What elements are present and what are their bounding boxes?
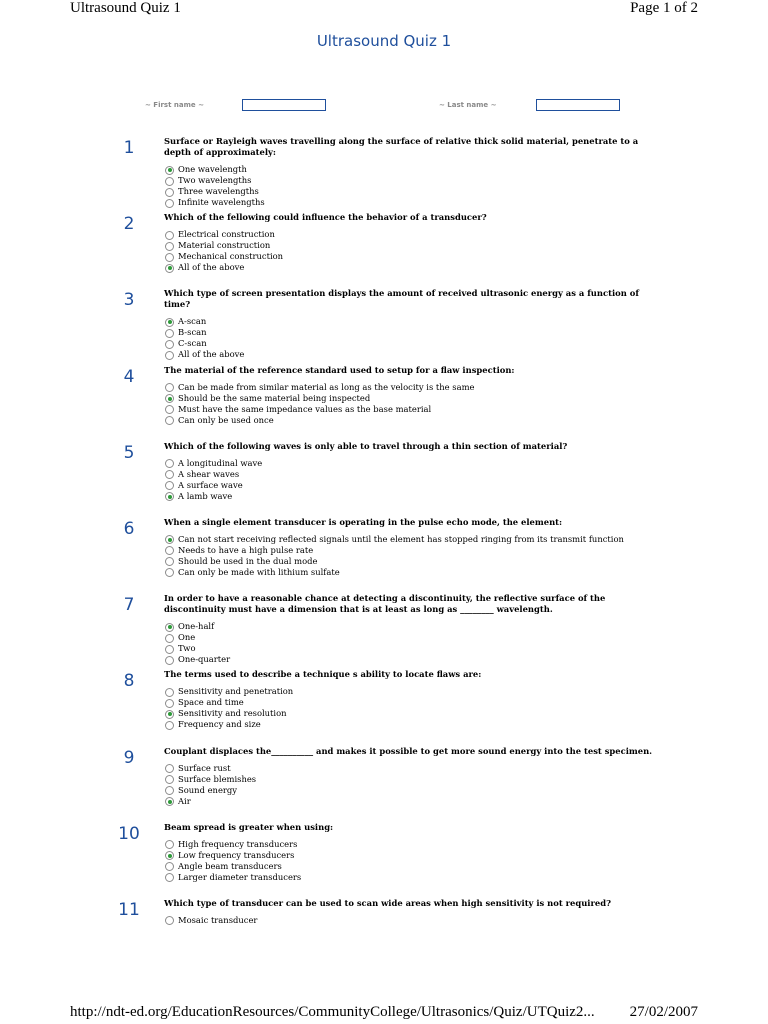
answer-option[interactable] [165, 872, 301, 883]
answer-option[interactable] [165, 262, 283, 273]
answer-option-label: Larger diameter transducers [178, 871, 302, 882]
answer-options [165, 763, 256, 807]
answer-option-label: One wavelength [178, 164, 247, 174]
radio-checked-icon[interactable] [165, 623, 174, 632]
answer-option-label: Electrical construction [178, 229, 275, 240]
print-header-title: Ultrasound Quiz 1 [70, 0, 181, 16]
answer-options [165, 458, 262, 502]
question-number: 6 [123, 518, 135, 539]
answer-option[interactable] [165, 415, 474, 426]
answer-option-label: Two wavelengths [178, 175, 252, 185]
answer-option-label: A shear waves [178, 468, 240, 479]
answer-option-label: Frequency and size [178, 719, 261, 730]
answer-option[interactable] [165, 349, 244, 360]
radio-unchecked-icon[interactable] [165, 775, 174, 784]
radio-unchecked-icon[interactable] [165, 253, 174, 262]
answer-option-label: Space and time [178, 697, 244, 708]
radio-unchecked-icon[interactable] [165, 459, 174, 468]
question-number: 8 [123, 671, 135, 692]
answer-option[interactable] [165, 632, 230, 643]
answer-option[interactable] [165, 175, 265, 186]
answer-option[interactable] [165, 785, 256, 796]
answer-options [165, 534, 624, 578]
answer-option[interactable] [165, 708, 293, 719]
answer-options [165, 229, 283, 273]
answer-option-label: Needs to have a high pulse rate [178, 544, 314, 555]
answer-option[interactable] [165, 839, 301, 850]
answer-option[interactable] [165, 915, 257, 926]
question-number: 9 [123, 747, 135, 768]
answer-option-label: Sound energy [178, 784, 237, 795]
answer-option-label: One [178, 632, 196, 643]
answer-options [165, 915, 257, 926]
answer-option[interactable] [165, 240, 283, 251]
radio-unchecked-icon[interactable] [165, 634, 174, 643]
answer-option[interactable] [165, 796, 256, 807]
quiz-title: Ultrasound Quiz 1 [316, 32, 452, 50]
answer-option-label: B-scan [178, 327, 207, 338]
answer-option[interactable] [165, 556, 624, 567]
answer-option-label: Can be made from similar material as long as the velocity is the same [178, 381, 475, 392]
question-number: 11 [118, 899, 140, 920]
question-7 [0, 593, 768, 669]
answer-option-label: Material construction [178, 240, 271, 251]
radio-unchecked-icon[interactable] [165, 656, 174, 665]
radio-checked-icon[interactable] [165, 492, 174, 501]
question-8 [0, 669, 768, 745]
answer-option-label: All of the above [178, 262, 245, 273]
answer-option-label: One-half [178, 621, 215, 632]
radio-unchecked-icon[interactable] [165, 688, 174, 697]
answer-option-label: Sensitivity and penetration [178, 686, 294, 697]
answer-options [165, 382, 474, 426]
answer-option-label: Surface rust [178, 762, 231, 773]
answer-option[interactable] [165, 393, 474, 404]
answer-option[interactable] [165, 480, 262, 491]
answer-options [165, 839, 301, 883]
answer-option[interactable] [165, 719, 293, 730]
answer-option-label: Mosaic transducer [178, 914, 258, 925]
answer-options [165, 164, 265, 208]
question-text: The terms used to describe a technique s ability to locate flaws are: [164, 669, 482, 680]
answer-option[interactable] [165, 338, 244, 349]
radio-checked-icon[interactable] [165, 318, 174, 327]
question-text: Which of the fellowing could influence the behavior of a transducer? [164, 212, 487, 223]
answer-option[interactable] [165, 774, 256, 785]
answer-option-label: Mechanical construction [178, 251, 284, 262]
question-text: Surface or Rayleigh waves travelling along the surface of relative thick solid material, penetrate to a depth of approximately: [164, 136, 639, 157]
answer-option[interactable] [165, 850, 301, 861]
answer-option[interactable] [165, 643, 230, 654]
answer-options [165, 316, 244, 360]
answer-option-label: A longitudinal wave [178, 457, 263, 468]
answer-option-label: A surface wave [178, 479, 243, 490]
question-number: 3 [123, 290, 135, 311]
radio-unchecked-icon[interactable] [165, 862, 174, 871]
question-9 [0, 746, 768, 822]
radio-unchecked-icon[interactable] [165, 231, 174, 240]
radio-unchecked-icon[interactable] [165, 416, 174, 425]
answer-option[interactable] [165, 316, 244, 327]
answer-option-label: Surface blemishes [178, 773, 257, 784]
question-6 [0, 517, 768, 593]
first-name-input[interactable] [242, 99, 326, 111]
question-text: Couplant displaces the__________ and makes it possible to get more sound energy into the test specimen. [164, 745, 653, 756]
answer-option[interactable] [165, 491, 262, 502]
answer-option-label: Three wavelengths [178, 186, 259, 196]
answer-option-label: Can not start receiving reflected signals until the element has stopped ringing from its transmit function [178, 533, 624, 544]
print-footer [0, 1004, 768, 1024]
answer-option-label: All of the above [178, 349, 245, 360]
question-text: Which of the following waves is only able to travel through a thin section of material? [164, 440, 568, 451]
question-text: In order to have a reasonable chance at detecting a discontinuity, the reflective surface of the discontinuity must have a dimension that is at least as long as ________ wavelength. [164, 593, 606, 615]
question-number: 10 [118, 823, 140, 844]
radio-unchecked-icon[interactable] [165, 699, 174, 708]
radio-unchecked-icon[interactable] [165, 557, 174, 566]
print-header-page: Page 1 of 2 [630, 0, 698, 16]
question-5 [0, 441, 768, 517]
radio-unchecked-icon[interactable] [165, 383, 174, 392]
answer-option[interactable] [165, 404, 474, 415]
answer-option[interactable] [165, 197, 265, 208]
radio-unchecked-icon[interactable] [165, 177, 174, 186]
answer-option-label: Can only be used once [178, 414, 274, 425]
question-text: Beam spread is greater when using: [164, 821, 334, 832]
question-10 [0, 822, 768, 898]
answer-option[interactable] [165, 534, 624, 545]
radio-checked-icon[interactable] [165, 264, 174, 273]
question-number: 4 [123, 366, 135, 387]
radio-unchecked-icon[interactable] [165, 546, 174, 555]
radio-unchecked-icon[interactable] [165, 470, 174, 479]
question-number: 2 [123, 214, 135, 235]
answer-option-label: Should be the same material being inspected [178, 392, 371, 403]
answer-option-label: Should be used in the dual mode [178, 555, 318, 566]
question-text: Which type of transducer can be used to scan wide areas when high sensitivity is not required? [164, 897, 611, 908]
answer-option-label: Angle beam transducers [178, 860, 282, 871]
question-text: Which type of screen presentation displays the amount of received ultrasonic energy as a function of time? [164, 288, 639, 310]
radio-unchecked-icon[interactable] [165, 721, 174, 730]
answer-option[interactable] [165, 382, 474, 393]
answer-option-label: Sensitivity and resolution [178, 708, 287, 719]
answer-options [165, 621, 230, 665]
radio-unchecked-icon[interactable] [165, 351, 174, 360]
radio-unchecked-icon[interactable] [165, 340, 174, 349]
answer-option-label: Low frequency transducers [178, 849, 295, 860]
answer-option-label: High frequency transducers [178, 838, 298, 849]
question-11 [0, 898, 768, 974]
radio-unchecked-icon[interactable] [165, 188, 174, 197]
question-3 [0, 288, 768, 364]
last-name-input[interactable] [536, 99, 620, 111]
radio-unchecked-icon[interactable] [165, 481, 174, 490]
question-text: When a single element transducer is operating in the pulse echo mode, the element: [164, 516, 563, 527]
answer-option[interactable] [165, 186, 265, 197]
question-number: 7 [123, 595, 135, 616]
answer-option[interactable] [165, 327, 244, 338]
radio-unchecked-icon[interactable] [165, 329, 174, 338]
question-1 [0, 136, 768, 212]
answer-option[interactable] [165, 763, 256, 774]
last-name-label: ~ Last name ~ [439, 101, 497, 109]
answer-option[interactable] [165, 458, 262, 469]
radio-unchecked-icon[interactable] [165, 199, 174, 208]
answer-option[interactable] [165, 861, 301, 872]
radio-unchecked-icon[interactable] [165, 242, 174, 251]
question-list [0, 136, 768, 974]
answer-option-label: Air [178, 795, 191, 806]
answer-option[interactable] [165, 251, 283, 262]
answer-option[interactable] [165, 164, 265, 175]
answer-option[interactable] [165, 686, 293, 697]
answer-option[interactable] [165, 697, 293, 708]
footer-date: 27/02/2007 [629, 1004, 698, 1020]
radio-checked-icon[interactable] [165, 851, 174, 860]
radio-unchecked-icon[interactable] [165, 568, 174, 577]
footer-url: http://ndt-ed.org/EducationResources/CommunityCollege/Ultrasonics/Quiz/UTQuiz2... [70, 1004, 595, 1020]
question-text: The material of the reference standard used to setup for a flaw inspection: [164, 364, 515, 375]
answer-option-label: A lamb wave [178, 490, 233, 501]
radio-checked-icon[interactable] [165, 166, 174, 175]
answer-option[interactable] [165, 229, 283, 240]
answer-option[interactable] [165, 654, 230, 665]
radio-unchecked-icon[interactable] [165, 764, 174, 773]
answer-option[interactable] [165, 469, 262, 480]
question-number: 1 [123, 138, 135, 158]
question-4 [0, 365, 768, 441]
radio-unchecked-icon[interactable] [165, 405, 174, 414]
answer-option-label: A-scan [178, 316, 207, 327]
print-header [0, 0, 768, 22]
answer-option-label: Two [178, 643, 196, 654]
answer-option-label: Infinite wavelengths [178, 197, 265, 207]
name-row [0, 99, 768, 113]
radio-checked-icon[interactable] [165, 797, 174, 806]
radio-checked-icon[interactable] [165, 535, 174, 544]
radio-unchecked-icon[interactable] [165, 873, 174, 882]
answer-option-label: One-quarter [178, 654, 231, 665]
answer-option[interactable] [165, 567, 624, 578]
radio-checked-icon[interactable] [165, 394, 174, 403]
answer-option-label: Must have the same impedance values as the base material [178, 403, 432, 414]
radio-checked-icon[interactable] [165, 710, 174, 719]
answer-option-label: Can only be made with lithium sulfate [178, 566, 340, 577]
answer-options [165, 686, 293, 730]
answer-option-label: C-scan [178, 338, 207, 349]
first-name-label: ~ First name ~ [145, 101, 204, 109]
answer-option[interactable] [165, 545, 624, 556]
radio-unchecked-icon[interactable] [165, 786, 174, 795]
radio-unchecked-icon[interactable] [165, 916, 174, 925]
radio-unchecked-icon[interactable] [165, 840, 174, 849]
question-number: 5 [123, 442, 135, 463]
question-2 [0, 212, 768, 288]
answer-option[interactable] [165, 621, 230, 632]
radio-unchecked-icon[interactable] [165, 645, 174, 654]
